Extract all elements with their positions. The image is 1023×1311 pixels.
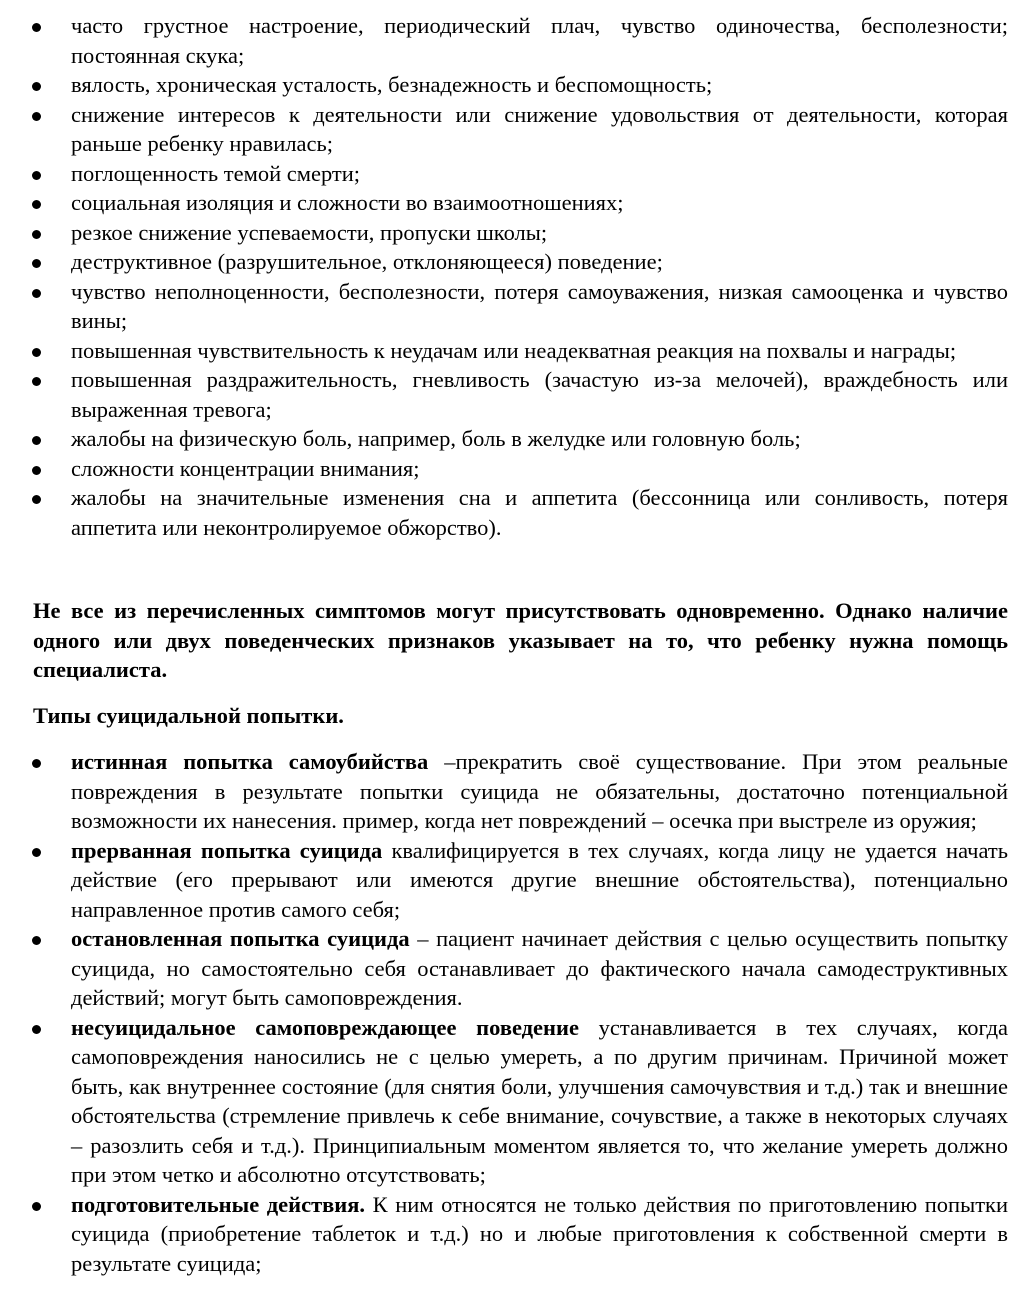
term-description: квалифицируется в тех случаях, когда лицу не удается начать действие (его прерывают или имеются другие внешние обстоятельства), потенциально направленное против самого себя; [71, 837, 1008, 922]
list-item [0, 336, 1023, 366]
bullet-icon [32, 759, 41, 768]
term-label: несуицидальное самоповреждающее поведение [71, 1014, 579, 1040]
list-item [0, 924, 1023, 1013]
bullet-icon [32, 82, 41, 91]
list-item-text: снижение интересов к деятельности или снижение удовольствия от деятельности, которая раньше ребенку нравилась; [71, 101, 1008, 156]
term-description: К ним относятся не только действия по приготовлению попытки суицида (приобретение таблеток и т.д.) но и любые приготовления к собственной смерти в результате суицида; [71, 1191, 1008, 1276]
bullet-icon [32, 936, 41, 945]
list-item-text: деструктивное (разрушительное, отклоняющееся) поведение; [71, 249, 663, 274]
list-item-text: сложности концентрации внимания; [71, 455, 420, 481]
bullet-icon [32, 1202, 41, 1211]
symptom-list [0, 11, 1023, 542]
warning-paragraph: Не все из перечисленных симптомов могут присутствовать одновременно. Однако наличие одного или двух поведенческих признаков указывает на то, что ребенку нужна помощь специалиста. [33, 598, 1008, 682]
term-description: –прекратить своё существование. При этом реальные повреждения в результате попытки суицида не обязательны, достаточно потенциальной возможности их нанесения. пример, когда нет повреждений – осечка при выстреле из оружия; [71, 749, 1008, 833]
bullet-icon [32, 289, 41, 298]
list-item [0, 11, 1023, 70]
list-item [0, 218, 1023, 248]
term-label: прерванная попытка суицида [71, 837, 383, 863]
list-item [0, 247, 1023, 277]
bullet-icon [32, 436, 41, 445]
term-description: – пациент начинает действия с целью осуществить попытку суицида, но самостоятельно себя останавливает до фактического начала самодеструктивных действий; могут быть самоповреждения. [71, 926, 1008, 1010]
list-item-text: чувство неполноценности, бесполезности, потеря самоуважения, низкая самооценка и чувство вины; [71, 278, 1008, 333]
bullet-icon [32, 377, 41, 386]
list-item [0, 424, 1023, 454]
list-item [0, 836, 1023, 925]
bullet-icon [32, 466, 41, 475]
list-item [0, 277, 1023, 336]
list-item [0, 70, 1023, 100]
list-item-text: поглощенность темой смерти; [71, 160, 361, 186]
list-item-text: жалобы на значительные изменения сна и аппетита (бессонница или сонливость, потеря аппетита или неконтролируемое обжорство). [71, 485, 1008, 540]
list-item [0, 747, 1023, 836]
bullet-icon [32, 112, 41, 121]
bullet-icon [32, 1025, 41, 1034]
list-item-text: повышенная чувствительность к неудачам или неадекватная реакция на похвалы и награды; [71, 337, 957, 363]
list-item-text: социальная изоляция и сложности во взаимоотношениях; [71, 190, 624, 215]
term-label: подготовительные действия. [71, 1191, 366, 1217]
list-item-text: резкое снижение успеваемости, пропуски школы; [71, 219, 548, 245]
list-item-text: жалобы на физическую боль, например, боль в желудке или головную боль; [71, 426, 801, 451]
list-item-text: повышенная раздражительность, гневливость (зачастую из-за мелочей), враждебность или выраженная тревога; [71, 367, 1008, 422]
list-item-text: вялость, хроническая усталость, безнадежность и беспомощность; [71, 72, 713, 97]
list-item [0, 454, 1023, 484]
list-item-text: часто грустное настроение, периодический плач, чувство одиночества, бесполезности; постоянная скука; [71, 13, 1008, 68]
term-label: истинная попытка самоубийства [71, 749, 429, 774]
bullet-icon [32, 348, 41, 357]
term-description: устанавливается в тех случаях, когда самоповреждения наносились не с целью умереть, а по другим причинам. Причиной может быть, как внутреннее состояние (для снятия боли, улучшения самочувствия и т.д.) так и внешние обстоятельства (стремление привлечь к себе внимание, сочувствие, а также в некоторых случаях – разозлить себя и т.д.). Принципиальным моментом является то, что желание умереть должно при этом четко и абсолютно отсутствовать; [71, 1014, 1009, 1187]
list-item [0, 100, 1023, 159]
bullet-icon [32, 200, 41, 209]
term-label: остановленная попытка суицида [71, 926, 410, 951]
bullet-icon [32, 259, 41, 268]
list-item [0, 188, 1023, 218]
list-item [0, 159, 1023, 189]
bullet-icon [32, 171, 41, 180]
list-item [0, 483, 1023, 542]
bullet-icon [32, 23, 41, 32]
list-item [0, 1013, 1023, 1190]
bullet-icon [32, 230, 41, 239]
section-heading: Типы суицидальной попытки. [33, 703, 344, 728]
attempt-types-list [0, 747, 1023, 1278]
list-item [0, 1190, 1023, 1279]
bullet-icon [32, 495, 41, 504]
bullet-icon [32, 848, 41, 857]
list-item [0, 365, 1023, 424]
